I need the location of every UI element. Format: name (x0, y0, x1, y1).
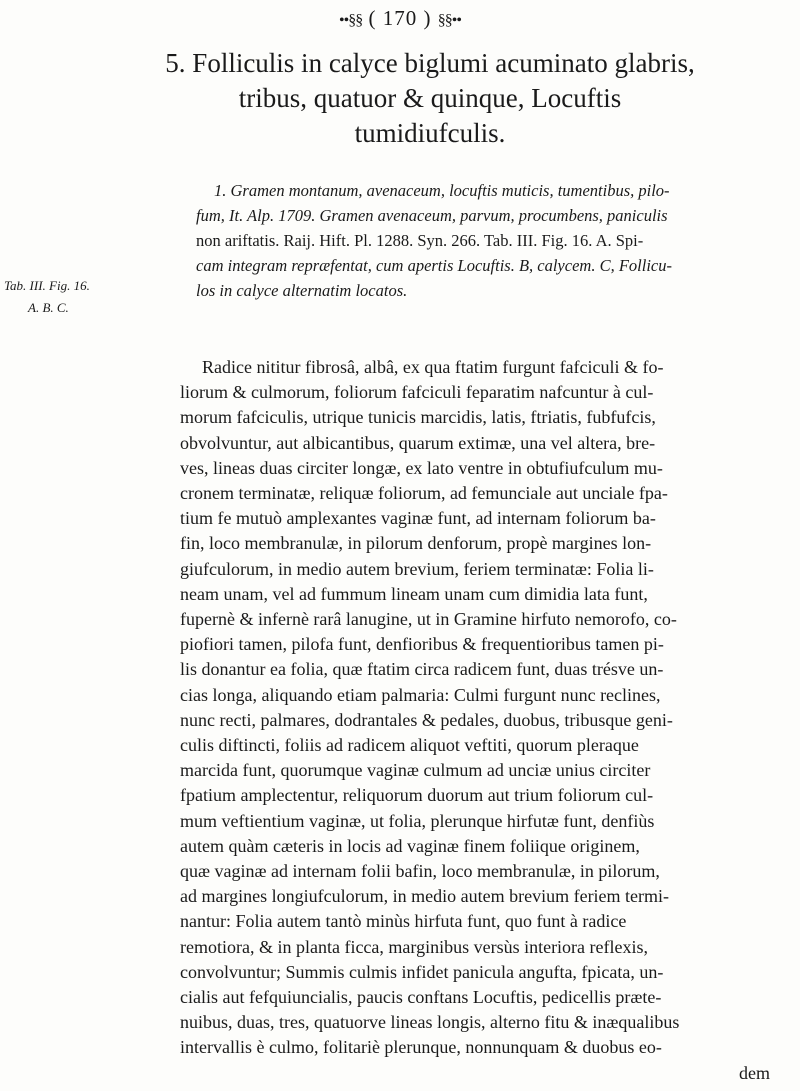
body-line: morum fafciculis, utrique tunicis marcidis, latis, ftriatis, fubfufcis, (180, 407, 656, 428)
body-line: fin, loco membranulæ, in pilorum denforum, propè margines lon- (180, 533, 652, 554)
body-line: mum veftientium vaginæ, ut folia, plerunque hirfutæ funt, denfiùs (180, 810, 655, 831)
body-line: cronem terminatæ, reliquæ foliorum, ad femunciale aut unciale fpa- (180, 483, 668, 504)
synonymy-line: fum, It. Alp. 1709. Gramen avenaceum, parvum, procumbens, paniculis (196, 206, 668, 225)
body-line: marcida funt, quorumque vaginæ culmum ad unciæ unius circiter (180, 760, 651, 781)
body-line: quæ vaginæ ad internam folii bafin, loco membranulæ, in pilorum, (180, 861, 660, 882)
body-line: cias longa, aliquando etiam palmaria: Culmi furgunt nunc reclines, (180, 684, 661, 705)
synonymy-line: cam integram repræfentat, cum apertis Locuftis. B, calycem. C, Follicu- (196, 256, 672, 275)
catchword: dem (739, 1062, 770, 1083)
body-line: lis donantur ea folia, quæ ftatim circa radicem funt, duas trésve un- (180, 659, 664, 680)
body-line: ves, lineas duas circiter longæ, ex lato ventre in obtufiufculum mu- (180, 457, 663, 478)
body-line: fupernè & infernè rarâ lanugine, ut in Gramine hirfuto nemorofo, co- (180, 609, 677, 630)
body-line: convolvuntur; Summis culmis infidet panicula angufta, fpicata, un- (180, 961, 664, 982)
body-line: fpatium amplectentur, reliquorum duorum aut trium foliorum cul- (180, 785, 654, 806)
synonymy-line: los in calyce alternatim locatos. (196, 281, 408, 300)
heading-line: tumidiufculis. (354, 118, 506, 148)
body-line: Radice nititur fibrosâ, albâ, ex qua ftatim furgunt fafciculi & fo- (202, 357, 664, 377)
synonymy-line: 1. Gramen montanum, avenaceum, locuftis muticis, tumentibus, pilo- (214, 181, 670, 200)
body-line: liorum & culmorum, foliorum fafciculi feparatim nafcuntur à cul- (180, 382, 654, 403)
margin-note-figure: Tab. III. Fig. 16. (4, 278, 90, 293)
description-paragraph (180, 355, 780, 1086)
section-heading (150, 46, 710, 151)
synonymy-line: non ariftatis. Raij. Hift. Pl. 1288. Syn. 266. Tab. III. Fig. 16. A. Spi- (196, 231, 644, 250)
body-line: nuibus, duas, tres, quatuorve lineas longis, alterno fitu & inæqualibus (180, 1012, 680, 1033)
ornament-right: §§•• (437, 12, 461, 29)
heading-line: 5. Folliculis in calyce biglumi acuminato glabris, (165, 48, 695, 78)
margin-note-letters: A. B. C. (28, 300, 69, 315)
body-line: tium fe mutuò amplexantes vaginæ funt, ad internam foliorum ba- (180, 508, 656, 529)
heading-line: tribus, quatuor & quinque, Locuftis (238, 83, 622, 113)
body-line: nantur: Folia autem tantò minùs hirfuta funt, quo funt à radice (180, 911, 627, 932)
body-line: culis diftincti, foliis ad radicem aliquot veftiti, quorum pleraque (180, 735, 639, 756)
body-line: ad margines longiufculorum, in medio autem brevium feriem termi- (180, 886, 670, 907)
page-number: ( 170 ) (368, 6, 432, 30)
body-line: intervallis è culmo, folitariè plerunque, nonnunquam & duobus eo- (180, 1037, 662, 1058)
body-line: giufculorum, in medio autem brevium, feriem terminatæ: Folia li- (180, 558, 654, 579)
synonymy-paragraph (196, 178, 766, 303)
body-line: obvolvuntur, aut albicantibus, quarum extimæ, una vel altera, bre- (180, 432, 656, 453)
body-line: nunc recti, palmares, dodrantales & pedales, duobus, tribusque geni- (180, 709, 673, 730)
ornament-left: ••§§ (339, 12, 363, 29)
body-line: remotiora, & in planta ficca, marginibus versùs interiora reflexis, (180, 936, 649, 957)
running-head (0, 6, 800, 31)
body-line: neam unam, vel ad fummum lineam unam cum dimidia lata funt, (180, 583, 648, 604)
body-line: piofiori tamen, pilofa funt, denfioribus & frequentioribus tamen pi- (180, 634, 664, 655)
body-line: cialis aut fefquiuncialis, paucis conftans Locuftis, pedicellis præte- (180, 987, 662, 1008)
body-line: autem quàm cæteris in locis ad vaginæ finem foliique originem, (180, 835, 640, 856)
